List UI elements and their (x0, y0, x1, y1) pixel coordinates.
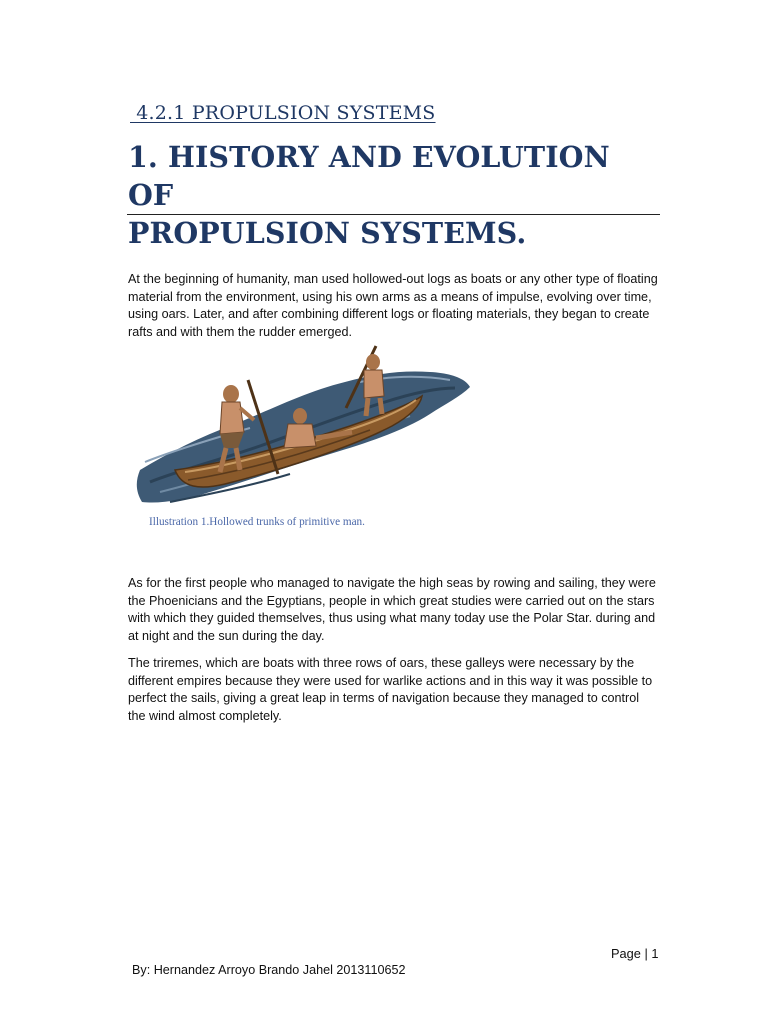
section-subheading: 4.2.1 PROPULSION SYSTEMS (130, 102, 436, 124)
page-title-line-2: PROPULSION SYSTEMS. (128, 216, 527, 250)
page-number: Page | 1 (611, 946, 659, 961)
paragraph-navigation: As for the first people who managed to navigate the high seas by rowing and sailing, they were the Phoenicians and the Egyptians, people in which great studies were carried out on the stars with which they guided themselves, thus using what many today use the Polar Star. during and at night and the sun during the day. (128, 576, 656, 643)
page-title (128, 138, 660, 252)
illustration-caption: Illustration 1.Hollowed trunks of primitive man. (149, 516, 365, 528)
title-divider (127, 214, 660, 215)
paragraph-triremes: The triremes, which are boats with three rows of oars, these galleys were necessary by the different empires because they were used for warlike actions and in this way it was possible to perfect the sails, giving a great leap in terms of navigation because they managed to control the wind almost completely. (128, 656, 653, 723)
author-footer: By: Hernandez Arroyo Brando Jahel 2013110652 (132, 963, 406, 977)
canoe-illustration (130, 342, 475, 514)
page-title-line-1: 1. HISTORY AND EVOLUTION OF (128, 140, 610, 212)
paragraph-intro: At the beginning of humanity, man used hollowed-out logs as boats or any other type of floating material from the environment, using his own arms as a means of impulse, evolving over time, using oars. Later, and after combining different logs or floating materials, they began to create rafts and with them the rudder emerged. (128, 272, 658, 339)
